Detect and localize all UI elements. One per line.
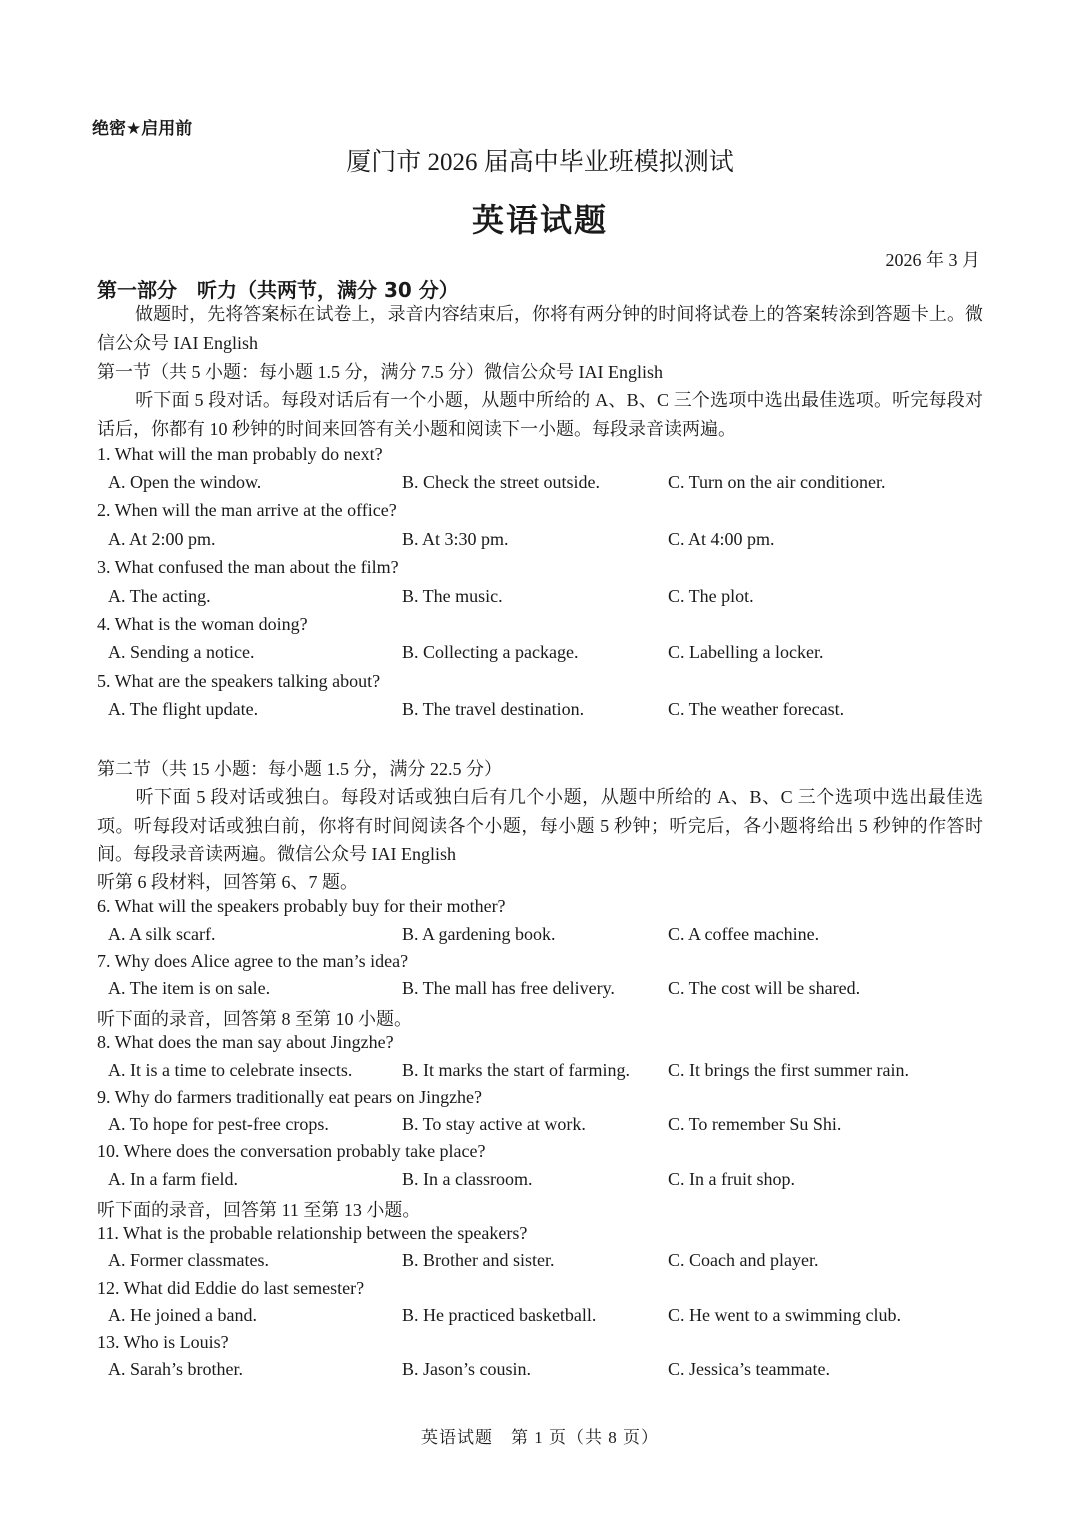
- q10-option-b: B. In a classroom.: [402, 1169, 533, 1189]
- q2-option-b: B. At 3:30 pm.: [402, 529, 509, 549]
- q3-option-a: A. The acting.: [108, 586, 211, 606]
- q5-option-a: A. The flight update.: [108, 699, 259, 719]
- part1-heading: 第一部分 听力（共两节，满分 30 分）: [97, 278, 459, 302]
- section1-heading: 第一节（共 5 小题：每小题 1.5 分，满分 7.5 分）微信公众号 IAI English: [97, 362, 663, 382]
- exam-date: 2026 年 3 月: [885, 250, 980, 270]
- q13-option-a: A. Sarah’s brother.: [108, 1359, 243, 1379]
- question-13: 13. Who is Louis?: [97, 1332, 229, 1352]
- part1-instructions-text: 做题时，先将答案标在试卷上，录音内容结束后，你将有两分钟的时间将试卷上的答案转涂到答题卡上。微信公众号 IAI English: [97, 304, 983, 353]
- q3-option-b: B. The music.: [402, 586, 503, 606]
- q9-option-a: A. To hope for pest-free crops.: [108, 1114, 329, 1134]
- q12-option-a: A. He joined a band.: [108, 1305, 257, 1325]
- question-8: 8. What does the man say about Jingzhe?: [97, 1032, 394, 1052]
- q1-option-a: A. Open the window.: [108, 472, 262, 492]
- material6-note: 听第 6 段材料，回答第 6、7 题。: [97, 872, 358, 892]
- section2-instructions-text: 听下面 5 段对话或独白。每段对话或独白后有几个小题，从题中所给的 A、B、C 三个选项中选出最佳选项。听每段对话或独白前，你将有时间阅读各个小题，每小题 5 秒钟；听完后，各小题将给出 5 秒钟的作答时间。每段录音读两遍。微信公众号 IAI English: [97, 787, 983, 864]
- material8-note: 听下面的录音，回答第 8 至第 10 小题。: [97, 1009, 412, 1029]
- q10-option-a: A. In a farm field.: [108, 1169, 238, 1189]
- q11-option-c: C. Coach and player.: [668, 1250, 819, 1270]
- question-2: 2. When will the man arrive at the office?: [97, 500, 397, 520]
- q8-option-a: A. It is a time to celebrate insects.: [108, 1060, 353, 1080]
- page-footer: 英语试题 第 1 页（共 8 页）: [421, 1428, 659, 1447]
- question-6: 6. What will the speakers probably buy for their mother?: [97, 896, 506, 916]
- q12-option-c: C. He went to a swimming club.: [668, 1305, 901, 1325]
- q1-option-b: B. Check the street outside.: [402, 472, 600, 492]
- question-10: 10. Where does the conversation probably take place?: [97, 1141, 486, 1161]
- q2-option-c: C. At 4:00 pm.: [668, 529, 775, 549]
- question-9: 9. Why do farmers traditionally eat pears on Jingzhe?: [97, 1087, 483, 1107]
- q9-option-b: B. To stay active at work.: [402, 1114, 586, 1134]
- q11-option-a: A. Former classmates.: [108, 1250, 269, 1270]
- q5-option-c: C. The weather forecast.: [668, 699, 845, 719]
- q5-option-b: B. The travel destination.: [402, 699, 585, 719]
- q4-option-a: A. Sending a notice.: [108, 642, 255, 662]
- q6-option-c: C. A coffee machine.: [668, 924, 820, 944]
- material11-note: 听下面的录音，回答第 11 至第 13 小题。: [97, 1200, 421, 1220]
- q13-option-c: C. Jessica’s teammate.: [668, 1359, 830, 1379]
- question-7: 7. Why does Alice agree to the man’s idea?: [97, 951, 409, 971]
- subject-title: 英语试题: [471, 201, 608, 239]
- question-3: 3. What confused the man about the film?: [97, 557, 399, 577]
- q7-option-b: B. The mall has free delivery.: [402, 978, 615, 998]
- section2-heading: 第二节（共 15 小题：每小题 1.5 分，满分 22.5 分）: [97, 759, 502, 779]
- section2-instructions: [97, 783, 983, 869]
- q11-option-b: B. Brother and sister.: [402, 1250, 555, 1270]
- q9-option-c: C. To remember Su Shi.: [668, 1114, 842, 1134]
- question-5: 5. What are the speakers talking about?: [97, 671, 381, 691]
- q12-option-b: B. He practiced basketball.: [402, 1305, 597, 1325]
- q7-option-a: A. The item is on sale.: [108, 978, 271, 998]
- q6-option-b: B. A gardening book.: [402, 924, 556, 944]
- section1-instructions: [97, 386, 983, 443]
- question-1: 1. What will the man probably do next?: [97, 444, 383, 464]
- q4-option-c: C. Labelling a locker.: [668, 642, 824, 662]
- q13-option-b: B. Jason’s cousin.: [402, 1359, 532, 1379]
- question-12: 12. What did Eddie do last semester?: [97, 1278, 365, 1298]
- q3-option-c: C. The plot.: [668, 586, 754, 606]
- exam-title: 厦门市 2026 届高中毕业班模拟测试: [346, 149, 734, 176]
- question-4: 4. What is the woman doing?: [97, 614, 308, 634]
- q4-option-b: B. Collecting a package.: [402, 642, 579, 662]
- part1-instructions: [97, 300, 983, 357]
- q1-option-c: C. Turn on the air conditioner.: [668, 472, 886, 492]
- q6-option-a: A. A silk scarf.: [108, 924, 216, 944]
- q8-option-b: B. It marks the start of farming.: [402, 1060, 630, 1080]
- question-11: 11. What is the probable relationship between the speakers?: [97, 1223, 528, 1243]
- q10-option-c: C. In a fruit shop.: [668, 1169, 795, 1189]
- confidential-label: 绝密★启用前: [92, 119, 193, 139]
- q2-option-a: A. At 2:00 pm.: [108, 529, 216, 549]
- section1-instructions-text: 听下面 5 段对话。每段对话后有一个小题，从题中所给的 A、B、C 三个选项中选出最佳选项。听完每段对话后，你都有 10 秒钟的时间来回答有关小题和阅读下一小题。每段录音读两遍。: [97, 390, 983, 439]
- q8-option-c: C. It brings the first summer rain.: [668, 1060, 909, 1080]
- q7-option-c: C. The cost will be shared.: [668, 978, 861, 998]
